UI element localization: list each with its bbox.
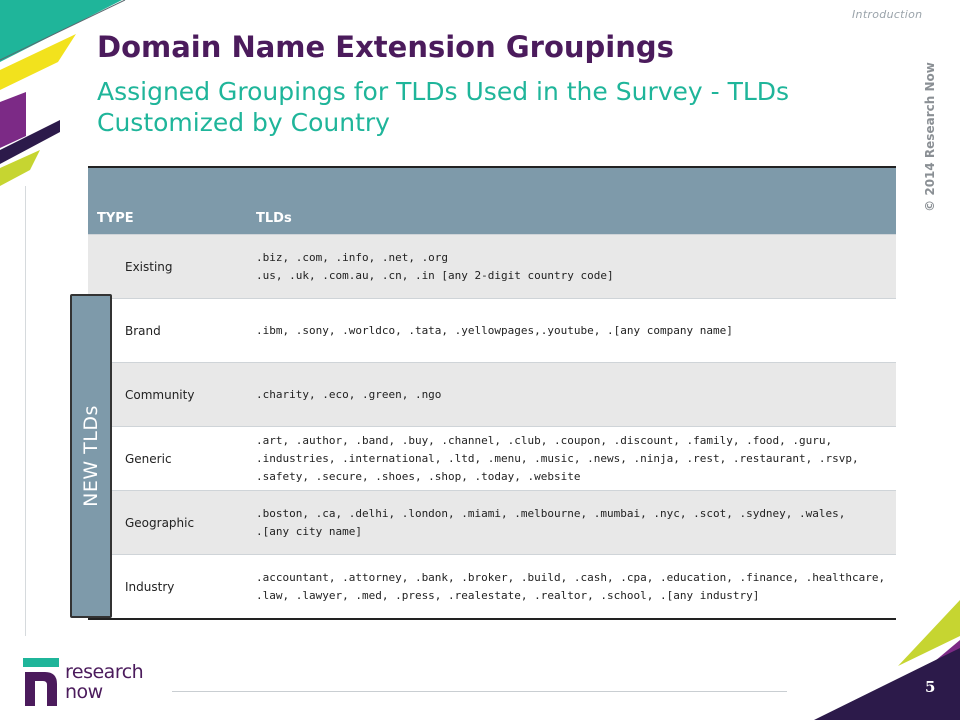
tld-line: .charity, .eco, .green, .ngo bbox=[256, 387, 442, 401]
logo-mark-icon bbox=[23, 658, 59, 706]
new-tlds-text: NEW TLDs bbox=[80, 405, 102, 507]
table-row-brand bbox=[88, 298, 896, 362]
table-row-industry bbox=[88, 554, 896, 618]
tld-line: .art, .author, .band, .buy, .channel, .club, .coupon, .discount, .family, .food, .guru, bbox=[256, 433, 833, 447]
table-row-community bbox=[88, 362, 896, 426]
tld-line: .boston, .ca, .delhi, .london, .miami, .melbourne, .mumbai, .nyc, .scot, .sydney, .wales, bbox=[256, 506, 846, 520]
copyright-notice bbox=[920, 62, 940, 212]
tld-line: .safety, .secure, .shoes, .shop, .today, .website bbox=[256, 469, 581, 483]
page-title: Domain Name Extension Groupings bbox=[97, 30, 674, 64]
row-type: Generic bbox=[125, 451, 172, 466]
table-header-row bbox=[88, 168, 896, 234]
row-type: Geographic bbox=[125, 515, 195, 530]
tld-line: .industries, .international, .ltd, .menu, .music, .news, .ninja, .rest, .restaurant, .rsvp, bbox=[256, 451, 859, 465]
tld-line: .ibm, .sony, .worldco, .tata, .yellowpages,.youtube, .[any company name] bbox=[256, 323, 733, 337]
logo-line-now: now bbox=[65, 681, 103, 703]
left-guide-line bbox=[25, 186, 26, 636]
footer-divider bbox=[172, 691, 787, 692]
tld-line: .us, .uk, .com.au, .cn, .in [any 2-digit country code] bbox=[256, 268, 614, 282]
row-type: Community bbox=[125, 387, 195, 402]
logo-line-research: research bbox=[65, 661, 144, 683]
row-tlds bbox=[256, 432, 859, 486]
table-row-existing bbox=[88, 234, 896, 298]
row-type: Brand bbox=[125, 323, 161, 338]
decorative-corner bbox=[800, 600, 960, 720]
copyright-text: © 2014 Research Now bbox=[923, 62, 937, 212]
row-tlds bbox=[256, 249, 614, 285]
logo-text bbox=[65, 662, 143, 702]
tld-line: .accountant, .attorney, .bank, .broker, .build, .cash, .cpa, .education, .finance, .healthcare, bbox=[256, 570, 886, 584]
tld-line: .law, .lawyer, .med, .press, .realestate, .realtor, .school, .[any industry] bbox=[256, 588, 760, 602]
page-subtitle: Assigned Groupings for TLDs Used in the Survey - TLDs Customized by Country bbox=[97, 77, 790, 137]
row-tlds bbox=[256, 505, 845, 541]
table-row-generic bbox=[88, 426, 896, 490]
table-row-geographic bbox=[88, 490, 896, 554]
page-number: 5 bbox=[925, 678, 936, 696]
tld-groupings-table bbox=[88, 166, 896, 620]
tld-line: .biz, .com, .info, .net, .org bbox=[256, 250, 449, 264]
row-type: Industry bbox=[125, 579, 175, 594]
row-tlds bbox=[256, 386, 441, 404]
header-tlds: TLDs bbox=[256, 211, 292, 226]
row-type: Existing bbox=[125, 259, 173, 274]
new-tlds-group-label bbox=[70, 294, 112, 618]
section-label: Introduction bbox=[852, 8, 923, 21]
row-tlds bbox=[256, 322, 733, 340]
row-tlds bbox=[256, 569, 885, 605]
header-type: TYPE bbox=[97, 211, 134, 226]
tld-line: .[any city name] bbox=[256, 524, 362, 538]
research-now-logo bbox=[23, 656, 163, 712]
